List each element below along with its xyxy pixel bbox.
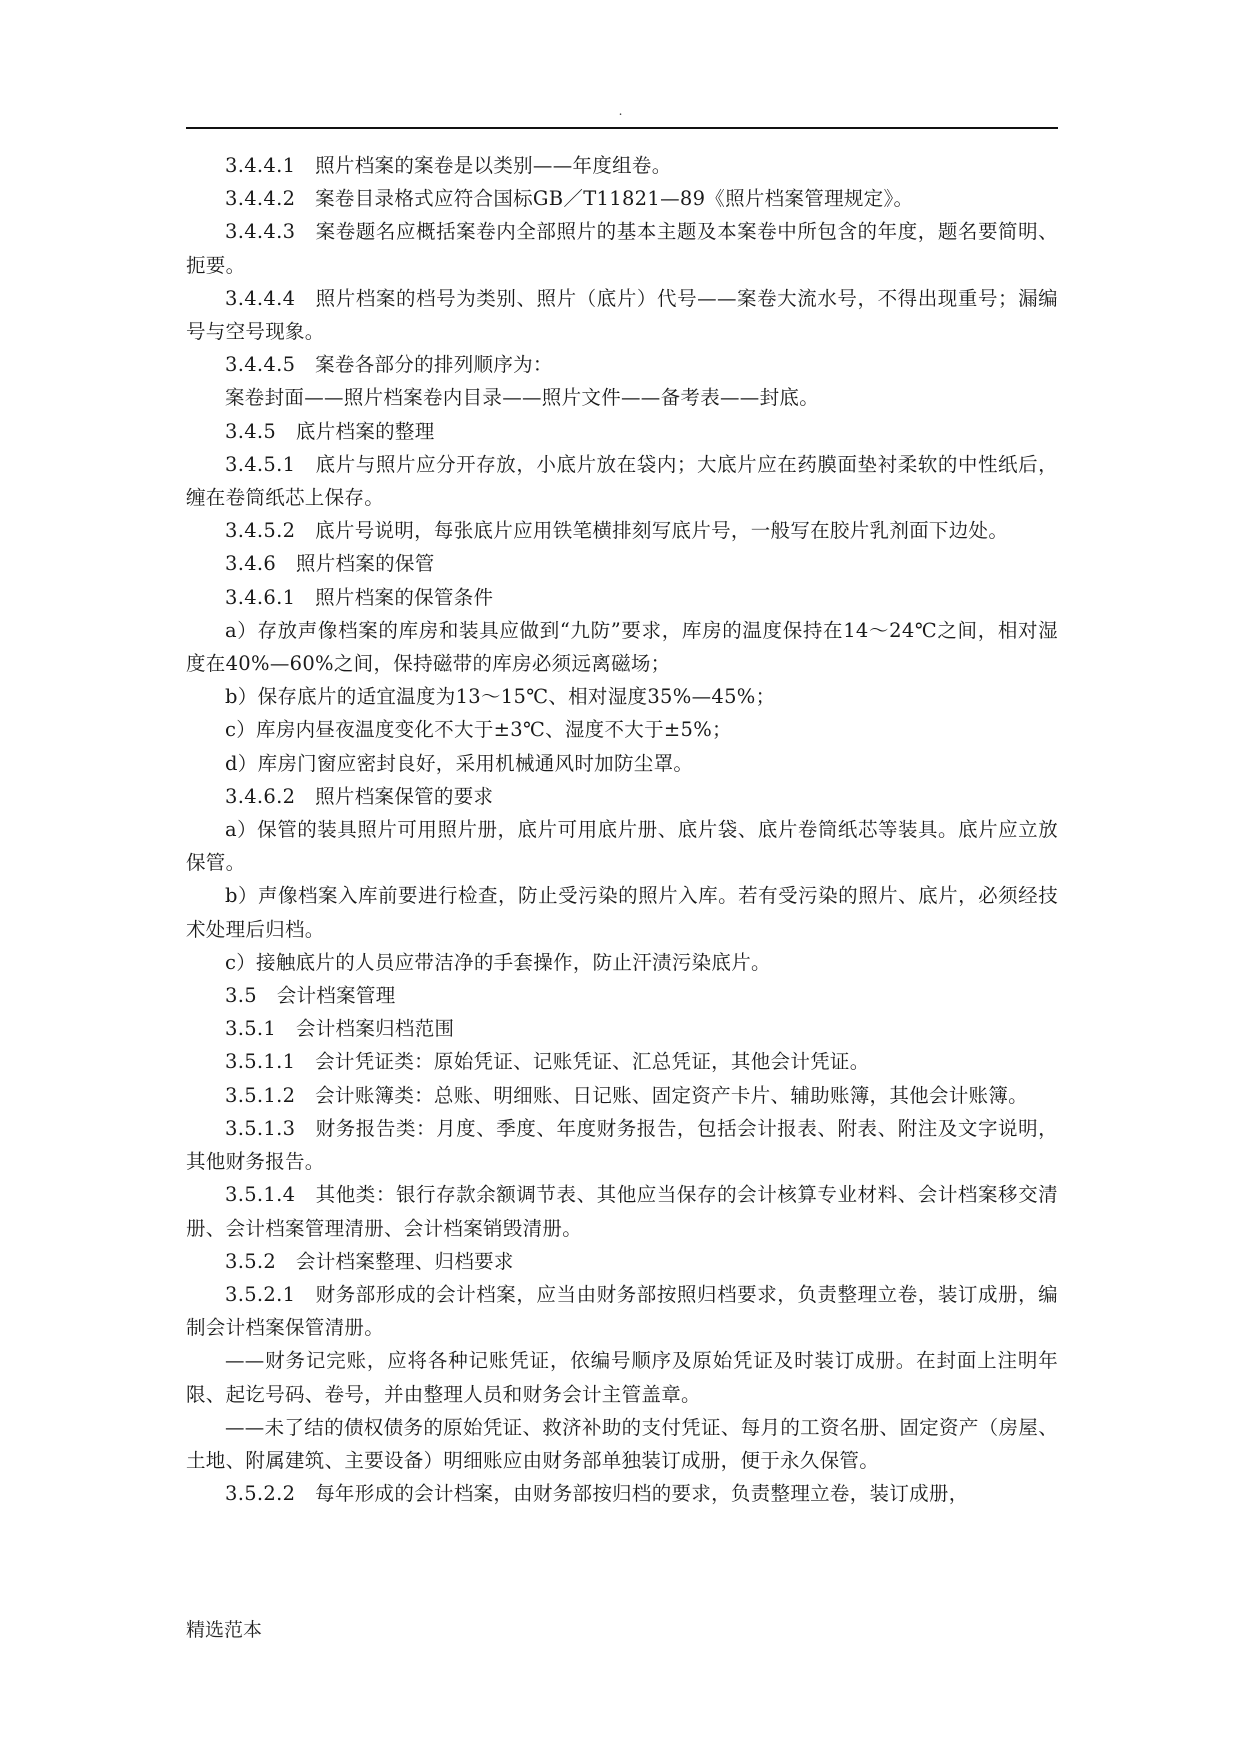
section-heading: 3.5.1 会计档案归档范围 [225,1017,455,1041]
paragraph: 3.4.4.3 案卷题名应概括案卷内全部照片的基本主题及本案卷中所包含的年度，题名要简明、扼要。 [186,220,1058,277]
list-item: c）库房内昼夜温度变化不大于±3℃、湿度不大于±5%； [225,718,732,742]
paragraph: 3.4.4.1 照片档案的案卷是以类别——年度组卷。 [225,154,672,177]
list-item: d）库房门窗应密封良好，采用机械通风时加防尘罩。 [225,751,694,775]
paragraph: 3.4.5.2 底片号说明，每张底片应用铁笔横排刻写底片号，一般写在胶片乳剂面下边处。 [225,519,1009,543]
list-item: b）声像档案入库前要进行检查，防止受污染的照片入库。若有受污染的照片、底片，必须经技术处理后归档。 [186,884,1058,941]
list-item: a）存放声像档案的库房和装具应做到“九防”要求，库房的温度保持在14～24℃之间，相对湿度在40%—60%之间，保持磁带的库房必须远离磁场； [186,618,1058,676]
paragraph: 3.5.1.4 其他类：银行存款余额调节表、其他应当保存的会计核算专业材料、会计档案移交清册、会计档案管理清册、会计档案销毁清册。 [186,1183,1058,1240]
header-rule [186,127,1058,129]
list-item: a）保管的装具照片可用照片册，底片可用底片册、底片袋、底片卷筒纸芯等装具。底片应立放保管。 [186,818,1058,875]
section-heading: 3.5.2 会计档案整理、归档要求 [225,1249,514,1273]
header-mark: . [618,104,623,118]
subsection-heading: 3.4.6.2 照片档案保管的要求 [225,784,494,808]
paragraph: 3.5.1.1 会计凭证类：原始凭证、记账凭证、汇总凭证，其他会计凭证。 [225,1050,870,1074]
paragraph: 案卷封面——照片档案卷内目录——照片文件——备考表——封底。 [225,386,819,410]
document-body [186,149,1058,1510]
paragraph: ——未了结的债权债务的原始凭证、救济补助的支付凭证、每月的工资名册、固定资产（房屋、土地、附属建筑、主要设备）明细账应由财务部单独装订成册，便于永久保管。 [186,1415,1058,1472]
paragraph: 3.5.2.2 每年形成的会计档案，由财务部按归档的要求，负责整理立卷，装订成册， [225,1482,969,1506]
paragraph: 3.4.5.1 底片与照片应分开存放，小底片放在袋内；大底片应在药膜面垫衬柔软的中性纸后，缠在卷筒纸芯上保存。 [186,452,1058,510]
paragraph: ——财务记完账，应将各种记账凭证，依编号顺序及原始凭证及时装订成册。在封面上注明年限、起讫号码、卷号，并由整理人员和财务会计主管盖章。 [186,1349,1058,1406]
section-heading: 3.4.5 底片档案的整理 [225,419,435,443]
list-item: b）保存底片的适宜温度为13～15℃、相对湿度35%—45%； [225,685,776,709]
paragraph: 3.4.4.2 案卷目录格式应符合国标GB／T11821—89《照片档案管理规定》。 [225,187,914,211]
list-item: c）接触底片的人员应带洁净的手套操作，防止汗渍污染底片。 [225,950,771,974]
section-heading: 3.4.6 照片档案的保管 [225,552,435,576]
paragraph: 3.5.2.1 财务部形成的会计档案，应当由财务部按照归档要求，负责整理立卷，装订成册，编制会计档案保管清册。 [186,1282,1058,1340]
paragraph: 3.5.1.3 财务报告类：月度、季度、年度财务报告，包括会计报表、附表、附注及文字说明，其他财务报告。 [186,1116,1058,1174]
paragraph: 3.5.1.2 会计账簿类：总账、明细账、日记账、固定资产卡片、辅助账簿，其他会计账簿。 [225,1083,1028,1107]
paragraph: 3.4.4.5 案卷各部分的排列顺序为： [225,353,553,377]
paragraph: 3.4.4.4 照片档案的档号为类别、照片（底片）代号——案卷大流水号，不得出现重号；漏编号与空号现象。 [186,286,1058,344]
footer-text: 精选范本 [186,1619,263,1641]
section-heading: 3.5 会计档案管理 [225,984,396,1008]
subsection-heading: 3.4.6.1 照片档案的保管条件 [225,585,494,609]
